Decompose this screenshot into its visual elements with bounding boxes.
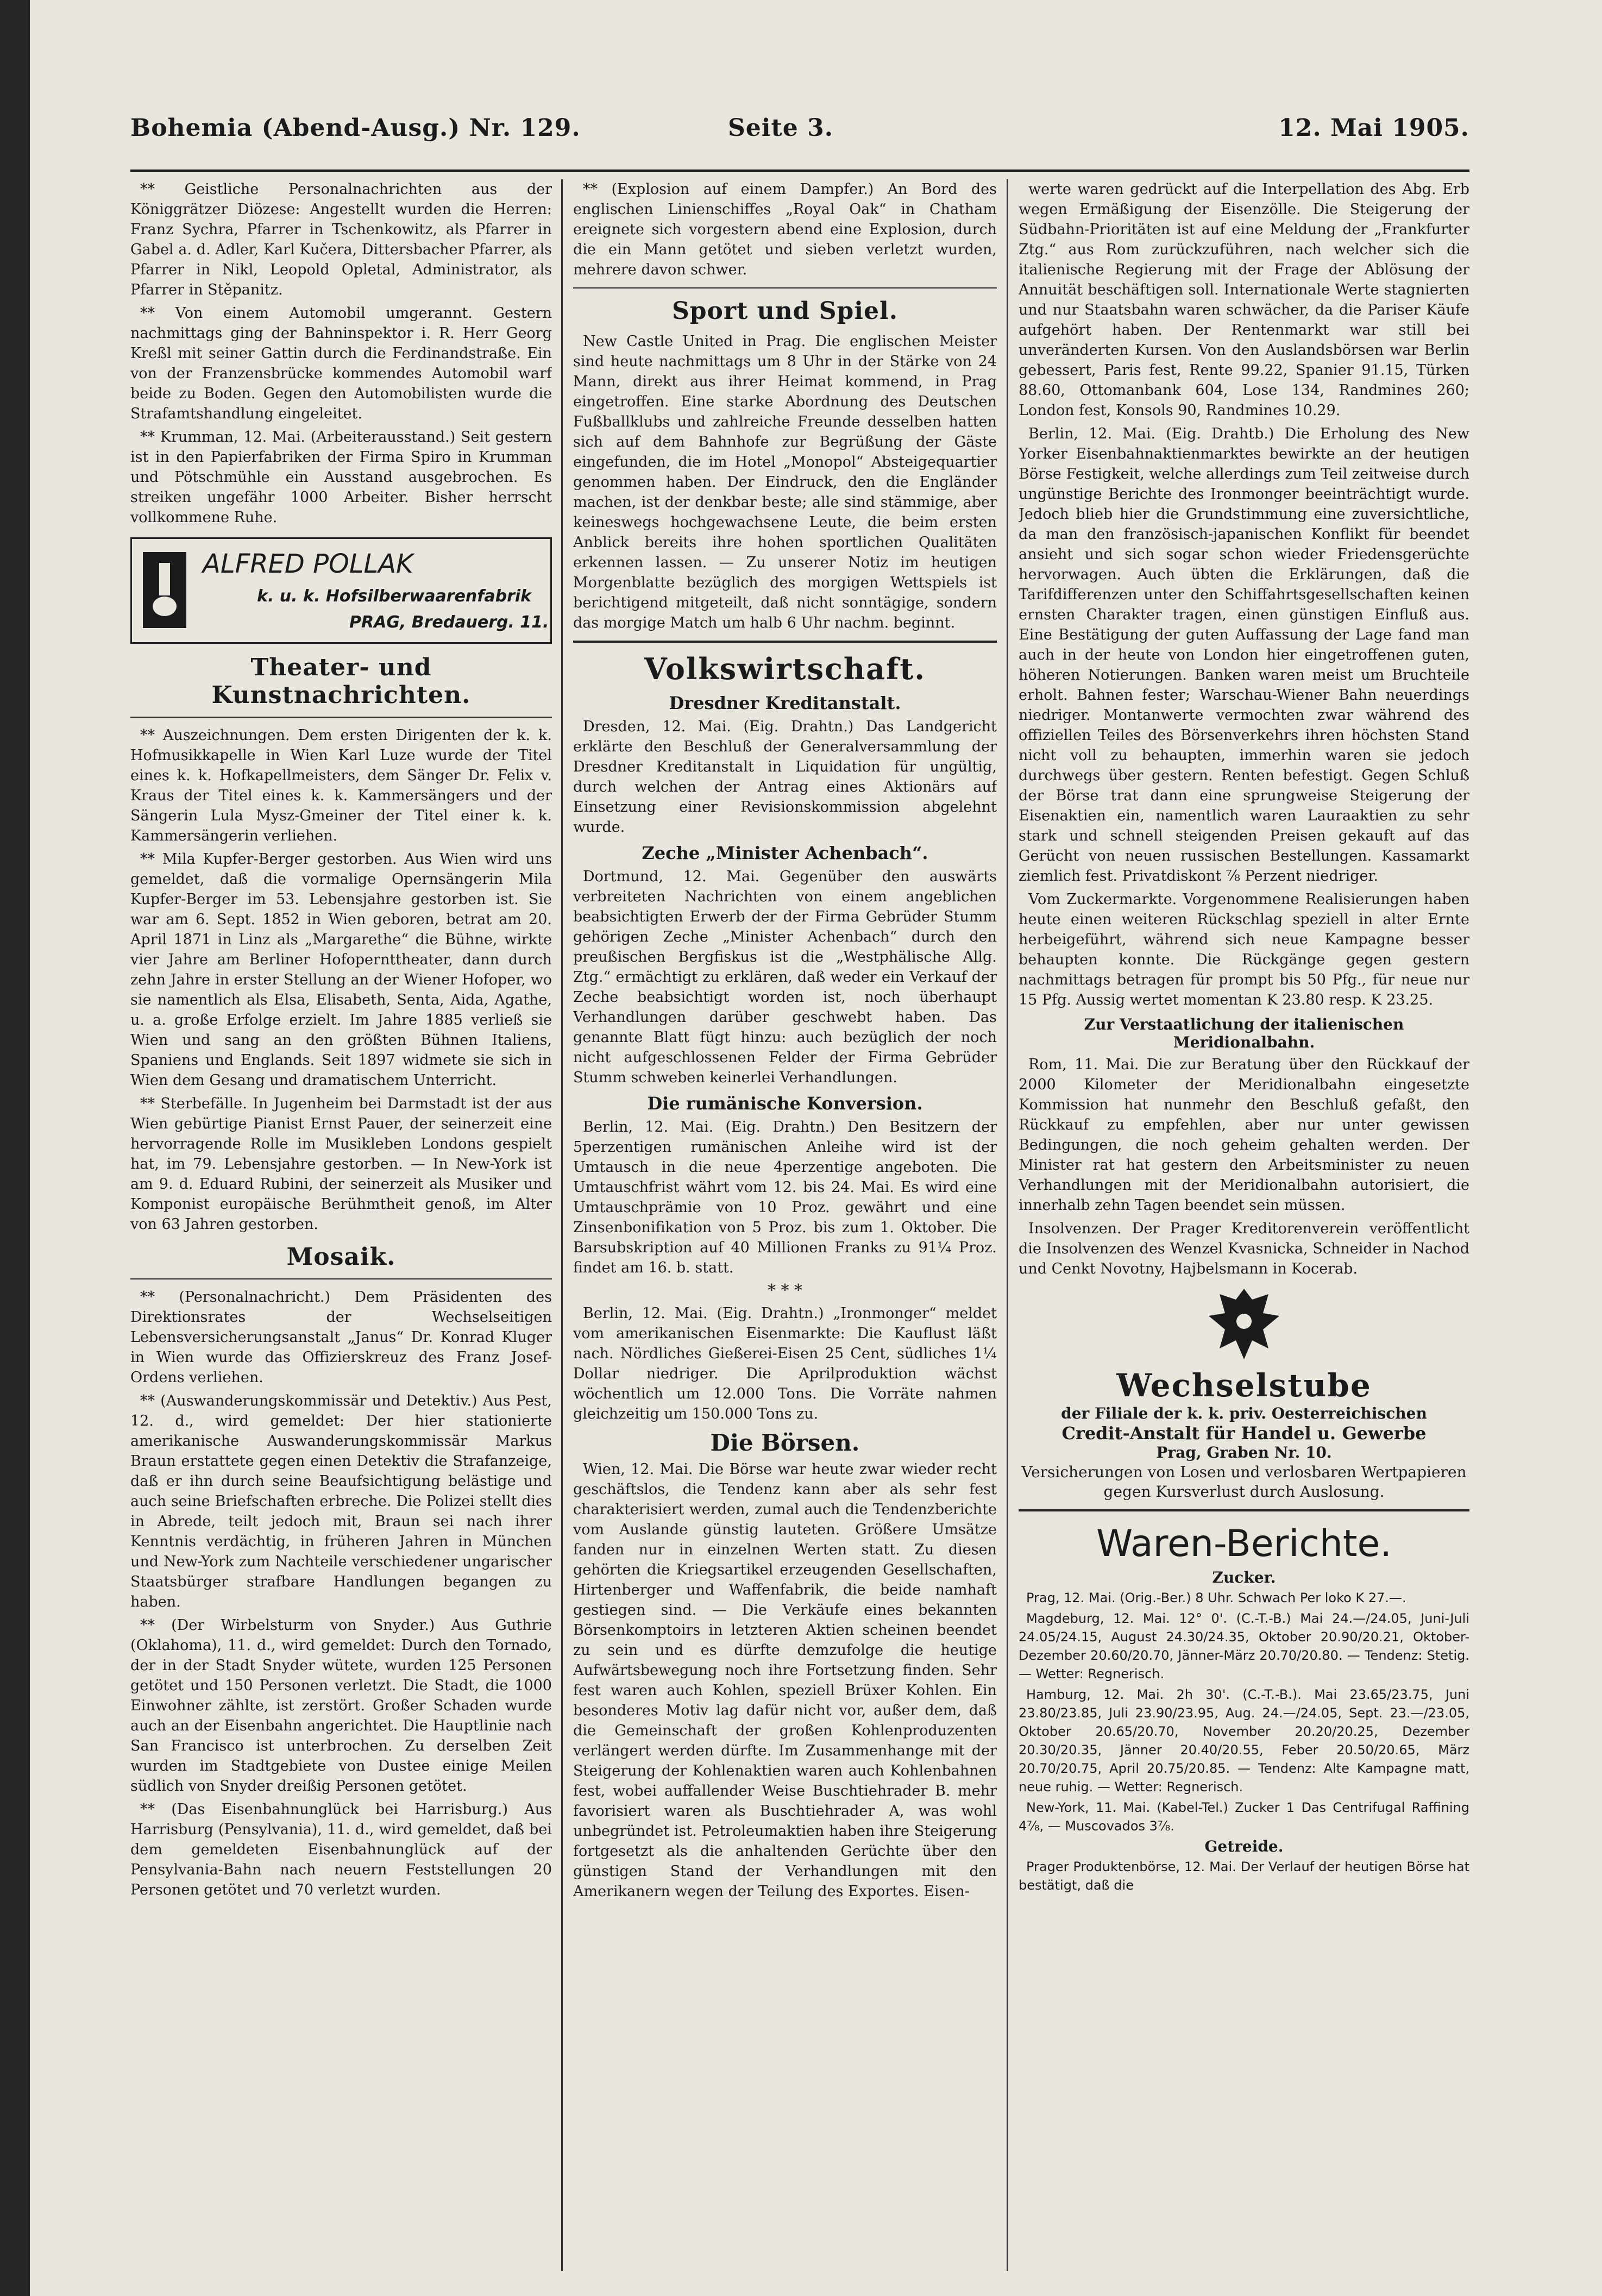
article-achenbach: Dortmund, 12. Mai. Gegenüber den auswärts verbreiteten Nachrichten von einem angeblichen beabsichtigten Erwerb der der Firma Gebrüder Stumm gehörigen Zeche „Minister Achenbach“ durch den preußischen Bergfiskus ist die „Westphälische Allg. Ztg.“ ermächtigt zu erklären, daß weder ein Verkauf der Zeche beabsichtigt worden ist, noch überhaupt Verhandlungen darüber geschwebt haben. Das genannte Blatt fügt hinzu: auch bezüglich der noch nicht aufgeschlossenen Felder der Firma Gebrüder Stumm schweben keinerlei Verhandlungen. [573, 868, 997, 1086]
column-3 [1019, 179, 1469, 2276]
subhead-dresdner: Dresdner Kreditanstalt. [669, 693, 901, 713]
article-railway-accident: ** (Das Eisenbahnunglück bei Harrisburg.) Aus Harrisburg (Pensylvania), 11. d., wird gemeldet, daß bei dem gemeldeten Eisenbahnunglück auf der Pensylvania-Bahn nach neuern Feststellungen 20 Personen getötet und 70 verletzt wurden. [130, 1801, 552, 1898]
wechsel-line-1: der Filiale der k. k. priv. Oesterreichischen [1061, 1404, 1427, 1422]
ad-subtitle: k. u. k. Hofsilberwaarenfabrik [257, 587, 532, 606]
article-sugar-market: Vom Zuckermarkte. Vorgenommene Realisierungen haben heute einen weiteren Rückschlag speziell in alter Ernte herbeigeführt, während sich neue Kampagne besser behaupten konnte. Die Rückgänge gegen gestern nachmittags betragen für prompt bis 50 Pfg., für neue nur 15 Pfg. Aussig wertet momentan K 23.80 resp. K 23.25. [1019, 891, 1469, 1008]
column-divider-1 [561, 179, 563, 2271]
article-conversion: Berlin, 12. Mai. (Eig. Drahtn.) Den Besitzern der 5perzentigen rumänischen Anleihe wird ist der Umtausch in die neue 4perzentige angeboten. Die Umtauschfrist währt vom 12. bis 24. Mai. Es wird eine Umtauschprämie von 10 Proz. gewährt und eine Zinsenbonifikation von 5 Proz. bis zum 1. Oktober. Die Barsubskription auf 40 Millionen Franks zu 91¼ Proz. findet am 16. b. statt. [573, 1119, 997, 1276]
section-rule [130, 1278, 552, 1279]
subhead-boersen: Die Börsen. [710, 1429, 860, 1456]
separator-stars: * * * [767, 1281, 803, 1300]
wechsel-line-2: Credit-Anstalt für Handel u. Gewerbe [1061, 1423, 1427, 1444]
page-header [130, 109, 1469, 168]
report-magdeburg: Magdeburg, 12. Mai. 12° 0'. (C.-T.-B.) Mai 24.—/24.05, Juni-Juli 24.05/24.15, August 24.30/24.35, Oktober 20.90/20.21, Oktober-Dezember 20.60/20.70, Jänner-März 20.70/20.80. — Tendenz: Stetig. — Wetter: Regnerisch. [1019, 1611, 1469, 1682]
column-2 [573, 179, 997, 2276]
article-strike: ** Krumman, 12. Mai. (Arbeiterausstand.) Seit gestern ist in den Papierfabriken der Firma Spiro in Krumman und Pötschmühle ein Ausstand ausgebrochen. Es streiken ungefähr 1000 Arbeiter. Bisher herrscht vollkommene Ruhe. [130, 429, 552, 526]
section-title-theater: Theater- und Kunstnachrichten. [211, 654, 471, 709]
newspaper-page [30, 0, 1602, 2296]
column-divider-2 [1007, 179, 1008, 2271]
silverware-logo-icon [143, 552, 186, 628]
article-ironmonger: Berlin, 12. Mai. (Eig. Drahtn.) „Ironmonger“ meldet vom amerikanischen Eisenmarkte: Die Kauflust läßt nach. Nördliches Gießerei-Eisen 25 Cent, südliches 1¼ Dollar niedriger. Die Aprilproduktion wächst wöchentlich um 12.000 Tons. Die Vorräte nahmen gleichzeitig um 150.000 Tons zu. [573, 1305, 997, 1422]
article-emigration: ** (Auswanderungskommissär und Detektiv.) Aus Pest, 12. d., wird gemeldet: Der hier stationierte amerikanische Auswanderungskommissär Markus Braun erstattete gegen einen Detektiv die Strafanzeige, daß er ihn durch seine Beaufsichtigung belästige und auch seine Briefschaften erbreche. Die Polizei stellt dies in Abrede, teilt jedoch mit, Braun sei nach ihrer Kenntnis verdächtig, in früheren Jahren in München und New-York zum Nachteile verschiedener ungarischer Staatsbürger strafbare Handlungen begangen zu haben. [130, 1392, 552, 1610]
wechsel-title: Wechselstube [1116, 1367, 1372, 1404]
subhead-achenbach: Zeche „Minister Achenbach“. [642, 843, 928, 863]
article-berlin-exchange: Berlin, 12. Mai. (Eig. Drahtb.) Die Erholung des New Yorker Eisenbahnaktienmarktes bewirkte an der heutigen Börse Festigkeit, welche allerdings zum Teil zeitweise durch ungünstige Berichte des Ironmonger beeinträchtigt wurde. Jedoch blieb hier die Grundstimmung eine zuversichtliche, da man den französisch-japanischen Konflikt für beendet ansieht und sich sogar schon wieder Friedensgerüchte hervorwagen. Auch übten die Erklärungen, daß die Tarifdifferenzen unter den Schiffahrtsgesellschaften keinen ernsten Charakter tragen, einen günstigen Einfluß aus. Eine Bestätigung der guten Auffassung der Lage fand man auch in der heute von London hier eingetroffenen guten, höheren Notierungen. Banken waren meist um Bruchteile erholt. Bahnen fester; Warschau-Wiener Bahn neuerdings niedriger. Montanwerte vermochten zwar während des offiziellen Teiles des Börsenverkehrs ihren höchsten Stand nicht voll zu behaupten, immerhin waren sie jedoch durchwegs über gestern. Renten befestigt. Gegen Schluß der Börse trat dann eine sprungweise Steigerung der Eisenaktien ein, namentlich waren Lauraaktien zu sehr stark und schnell steigenden Preisen gekauft auf das Gerücht von neuen russischen Bestellungen. Kassamarkt ziemlich fest. Privatdiskont ⅞ Perzent niedriger. [1019, 425, 1469, 884]
section-title-economy: Volkswirtschaft. [644, 651, 926, 686]
subhead-zucker: Zucker. [1212, 1569, 1276, 1586]
report-produktenboerse: Prager Produktenbörse, 12. Mai. Der Verlauf der heutigen Börse hat bestätigt, daß die [1019, 1859, 1469, 1893]
section-title-sport: Sport und Spiel. [671, 297, 899, 325]
article-obituary-kupfer: ** Mila Kupfer-Berger gestorben. Aus Wien wird uns gemeldet, daß die vormalige Opernsängerin Mila Kupfer-Berger im 53. Lebensjahre gestorben ist. Sie war am 6. Sept. 1852 in Wien geboren, betrat am 20. April 1871 in Linz als „Margarethe“ die Bühne, wirkte vier Jahre am Berliner Hofopernttheater, dann durch zehn Jahre in erster Stellung an der Wiener Hofoper, wo sie namentlich als Elsa, Elisabeth, Senta, Aida, Agathe, u. a. große Erfolge erzielt. Im Jahre 1885 verließ sie Wien und sang an den größten Bühnen Italiens, Spaniens und Englands. Seit 1897 widmete sie sich in Wien dem Gesang und dramatischem Unterricht. [130, 851, 552, 1089]
article-dresdner: Dresden, 12. Mai. (Eig. Drahtn.) Das Landgericht erklärte den Beschluß der Generalversammlung der Dresdner Kreditanstalt in Liquidation für ungültig, durch welchen der Antrag eines Aktionärs auf Einsetzung einer Revisionskommission abgelehnt wurde. [573, 718, 997, 836]
header-masthead: Bohemia (Abend-Ausg.) Nr. 129. [130, 114, 581, 142]
section-rule [1019, 1509, 1469, 1511]
article-tornado: ** (Der Wirbelsturm von Snyder.) Aus Guthrie (Oklahoma), 11. d., wird gemeldet: Durch den Tornado, der in der Stadt Snyder wütete, wurden 125 Personen getötet und 150 Personen verletzt. Die Stadt, die 1000 Einwohner zählte, ist zerstört. Großer Schaden wurde auch an der Eisenbahn angerichtet. Die Hauptlinie nach San Francisco ist unterbrochen. Zu derselben Zeit wurden im Stadtgebiete von Dustee einige Meilen südlich von Snyder dreißig Personen getötet. [130, 1617, 552, 1795]
article-meridional: Rom, 11. Mai. Die zur Beratung über den Rückkauf der 2000 Kilometer der Meridionalbahn eingesetzte Kommission hat nunmehr den Beschluß gefaßt, den Rückkauf zu empfehlen, aber nur unter gewissen Bedingungen, die noch geheim gehalten werden. Der Minister rat hat gestern den Arbeitsminister zu neuen Verhandlungen mit der Meridionalbahn autorisiert, die innerhalb zehn Tagen beendet sein müssen. [1019, 1056, 1469, 1214]
ad-company-name: ALFRED POLLAK [203, 549, 413, 579]
column-1 [130, 179, 552, 2276]
article-automobile: ** Von einem Automobil umgerannt. Gestern nachmittags ging der Bahninspektor i. R. Herr Georg Kreßl mit seiner Gattin durch die Ferdinandstraße. Ein von der Franzensbrücke kommendes Automobil warf beide zu Boden. Gegen den Automobilisten wurde die Strafamtshandlung eingeleitet. [130, 305, 552, 422]
eagle-crest-icon [1203, 1283, 1285, 1365]
article-personal: ** (Personalnachricht.) Dem Präsidenten des Direktionsrates der Wechselseitigen Lebensversicherungsanstalt „Janus“ Dr. Konrad Kluger in Wien wurde das Offizierskreuz des Franz Josef-Ordens verliehen. [130, 1289, 552, 1386]
wechsel-line-5: gegen Kursverlust durch Auslosung. [1103, 1483, 1385, 1501]
subhead-conversion: Die rumänische Konversion. [647, 1093, 923, 1114]
section-rule [573, 641, 997, 643]
article-newcastle: New Castle United in Prag. Die englischen Meister sind heute nachmittags um 8 Uhr in der Stärke von 24 Mann, direkt aus ihrer Heimat kommend, in Prag eingetroffen. Eine starke Abordnung des Deutschen Fußballklubs und zahlreiche Freunde desselben hatten sich auf dem Bahnhofe zur Begrüßung der Gäste eingefunden, die im Hotel „Monopol“ Absteigequartier genommen haben. Der Eindruck, den die Engländer machen, ist der denkbar beste; alle sind stämmige, aber keineswegs hochgewachsene Leute, die beim ersten Anblick bereits ihre hohen sportlichen Qualitäten erkennen lassen. — Zu unserer Notiz im heutigen Morgenblatte bezüglich des morgigen Wettspiels ist berichtigend mitgeteilt, daß nicht sonntägige, sondern das morgige Match um halb 6 Uhr nachm. beginnt. [573, 333, 997, 631]
article-explosion: ** (Explosion auf einem Dampfer.) An Bord des englischen Linienschiffes „Royal Oak“ in Chatham ereignete sich vorgestern abend eine Explosion, durch die ein Mann getötet und sieben verletzt wurden, mehrere davon schwer. [573, 181, 997, 278]
article-vienna-exchange: Wien, 12. Mai. Die Börse war heute zwar wieder recht geschäftslos, die Tendenz kann aber als sehr fest charakterisiert werden, zumal auch die Tendenzberichte vom Auslande günstig lauteten. Größere Umsätze fanden nur in einzelnen Werten statt. Zu diesen gehörten die Kriegsartikel erzeugenden Gesellschaften, Hirtenberger und Waffenfabrik, die beide namhaft gestiegen sind. — Die Verkäufe eines bekannten Börsenkomptoirs in letzteren Aktien scheinen beendet zu sein und es dürfte demzufolge die heutige Aufwärtsbewegung noch ihre Fortsetzung finden. Sehr fest waren auch Kohlen, speziell Brüxer Kohlen. Ein besonderes Motiv lag dafür nicht vor, außer dem, daß die Gemeinschaft der großen Kohlenproduzenten verlängert werden dürfte. Im Zusammenhange mit der Steigerung der Kohlenaktien waren auch Kohlenbahnen fest, wobei auffallender Weise Buschtiehrader B. mehr favorisiert waren als Buschtiehrader A, was wohl unbegründet ist. Petroleumaktien haben ihre Steigerung fortgesetzt als die anhaltenden Gerüchte über den günstigen Stand der Verhandlungen mit den Amerikanern wegen der Teilung des Exportes. Eisen- [573, 1461, 997, 1900]
article-clergy: ** Geistliche Personalnachrichten aus der Königgrätzer Diözese: Angestellt wurden die Herren: Franz Sychra, Pfarrer in Tschenkowitz, als Pfarrer in Gabel a. d. Adler, Karl Kučera, Dittersbacher Pfarrer, als Pfarrer in Nikl, Leopold Opletal, Administrator, als Pfarrer in Stěpanitz. [130, 181, 552, 298]
subhead-getreide: Getreide. [1204, 1837, 1284, 1855]
section-rule [573, 287, 997, 288]
section-title-waren: Waren-Berichte. [1096, 1522, 1392, 1565]
article-awards: ** Auszeichnungen. Dem ersten Dirigenten der k. k. Hofmusikkapelle in Wien Karl Luze wurde der Titel eines k. k. Hofkapellmeisters, dem Sänger Dr. Felix v. Kraus der Titel eines k. k. Kammersängers und der Sängerin Lula Mysz-Gmeiner der Titel einer k. k. Kammersängerin verliehen. [130, 727, 552, 844]
wechsel-line-4: Versicherungen von Losen und verlosbaren Wertpapieren [1021, 1463, 1467, 1481]
section-rule [130, 717, 552, 718]
header-date: 12. Mai 1905. [1278, 114, 1469, 142]
article-deaths: ** Sterbefälle. In Jugenheim bei Darmstadt ist der aus Wien gebürtige Pianist Ernst Pauer, der seinerzeit eine hervorragende Rolle im Musikleben Londons gespielt hat, im 79. Lebensjahre gestorben. — In New-York ist am 9. d. Eduard Rubini, der seinerzeit als Musiker und Komponist europäische Berühmtheit genoß, im Alter von 63 Jahren gestorben. [130, 1095, 552, 1233]
report-prag: Prag, 12. Mai. (Orig.-Ber.) 8 Uhr. Schwach Per loko K 27.—. [1026, 1590, 1406, 1605]
article-insolvencies: Insolvenzen. Der Prager Kreditorenverein veröffentlicht die Insolvenzen des Wenzel Kvasnicka, Schneider in Nachod und Cenkt Novotny, Hajbelsmann in Kocerab. [1019, 1220, 1469, 1277]
section-title-mosaik: Mosaik. [286, 1243, 396, 1271]
report-newyork: New-York, 11. Mai. (Kabel-Tel.) Zucker 1 Das Centrifugal Raffining 4⅞, — Muscovados 3⅞. [1019, 1800, 1469, 1834]
header-rule [130, 170, 1469, 172]
wechsel-line-3: Prag, Graben Nr. 10. [1156, 1444, 1332, 1461]
header-page-number: Seite 3. [728, 114, 834, 142]
report-hamburg: Hamburg, 12. Mai. 2h 30'. (C.-T.-B.). Mai 23.65/23.75, Juni 23.80/23.85, Juli 23.90/23.95, Aug. 24.—/24.05, Sept. 23.—/23.05, Oktober 20.65/20.70, November 20.20/20.25, Dezember 20.30/20.35, Jänner 20.40/20.55, Feber 20.50/20.65, März 20.70/20.75, April 20.75/20.85. — Tendenz: Alte Kampagne matt, neue ruhig. — Wetter: Regnerisch. [1019, 1687, 1469, 1795]
article-exchange-cont: werte waren gedrückt auf die Interpellation des Abg. Erb wegen Ermäßigung der Eisenzölle. Die Steigerung der Südbahn-Prioritäten ist auf eine Meldung der „Frankfurter Ztg.“ aus Rom zurückzuführen, nach welcher sich die italienische Regierung mit der Frage der Ablösung der Annuität beschäftigen soll. Internationale Werte stagnierten und nur Staatsbahn waren schwächer, da die Pariser Käufe aufgehört haben. Der Rentenmarkt war still bei unveränderten Kursen. Von den Auslandsbörsen war Berlin gebessert, Paris fest, Rente 99.22, Spanier 91.15, Türken 88.60, Ottomanbank 604, Lose 134, Randmines 260; London fest, Konsols 90, Randmines 10.29. [1019, 181, 1469, 419]
ad-address: PRAG, Bredauerg. 11. [349, 613, 549, 632]
subhead-meridional: Zur Verstaatlichung der italienischen Meridionalbahn. [1084, 1015, 1404, 1051]
advertisement-wechselstube [1019, 1283, 1469, 1502]
advertisement-pollak [130, 537, 552, 644]
